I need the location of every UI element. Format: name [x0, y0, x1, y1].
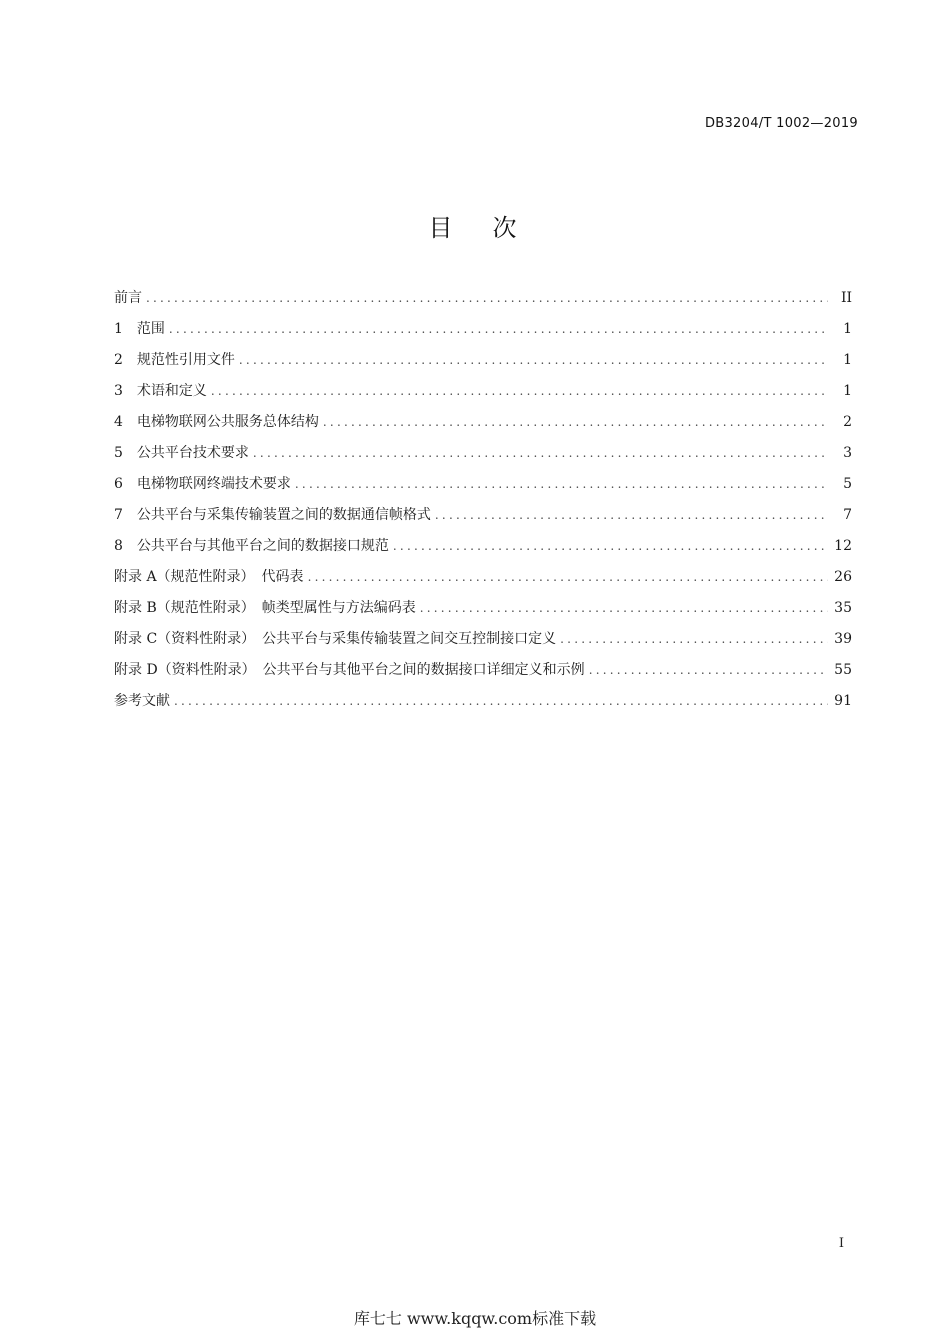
toc-entry-label: 公共平台技术要求 — [136, 445, 249, 461]
toc-entry-6[interactable] — [114, 472, 852, 503]
toc-entry-label: 附录 B（规范性附录） 帧类型属性与方法编码表 — [114, 600, 416, 616]
toc-entry-label: 范围 — [136, 321, 165, 337]
toc-entry-page: II — [840, 290, 852, 306]
toc-entry-number: 2 — [114, 352, 123, 368]
toc-entry-label: 公共平台与采集传输装置之间的数据通信帧格式 — [136, 507, 431, 523]
toc-entry-foreword[interactable] — [114, 286, 852, 317]
toc-leader-dots — [211, 379, 828, 403]
table-of-contents — [114, 286, 852, 720]
toc-entry-appendix-b[interactable] — [114, 596, 852, 627]
toc-entry-page: 5 — [843, 476, 852, 492]
toc-entry-number: 7 — [114, 507, 123, 523]
toc-entry-label: 参考文献 — [114, 693, 170, 709]
toc-entry-page: 35 — [834, 600, 852, 616]
toc-entry-page: 39 — [834, 631, 852, 647]
toc-leader-dots — [146, 286, 828, 310]
toc-entry-label: 术语和定义 — [136, 383, 207, 399]
toc-entry-appendix-a[interactable] — [114, 565, 852, 596]
toc-leader-dots — [589, 658, 828, 682]
toc-entry-page: 7 — [843, 507, 852, 523]
toc-entry-8[interactable] — [114, 534, 852, 565]
toc-entry-number: 5 — [114, 445, 123, 461]
toc-entry-1[interactable] — [114, 317, 852, 348]
toc-entry-label: 规范性引用文件 — [136, 352, 235, 368]
toc-entry-references[interactable] — [114, 689, 852, 720]
toc-entry-page: 55 — [834, 662, 852, 678]
toc-entry-label: 附录 C（资料性附录） 公共平台与采集传输装置之间交互控制接口定义 — [114, 631, 557, 647]
toc-entry-number: 3 — [114, 383, 123, 399]
toc-entry-page: 1 — [843, 352, 852, 368]
toc-entry-label: 公共平台与其他平台之间的数据接口规范 — [136, 538, 389, 554]
toc-entry-page: 1 — [843, 321, 852, 337]
toc-entry-label: 电梯物联网公共服务总体结构 — [136, 414, 319, 430]
toc-leader-dots — [323, 410, 828, 434]
toc-leader-dots — [295, 472, 828, 496]
toc-entry-appendix-d[interactable] — [114, 658, 852, 689]
toc-leader-dots — [253, 441, 828, 465]
toc-entry-label: 附录 A（规范性附录） 代码表 — [114, 569, 304, 585]
toc-entry-page: 2 — [843, 414, 852, 430]
toc-leader-dots — [174, 689, 828, 713]
toc-leader-dots — [239, 348, 828, 372]
toc-entry-page: 12 — [834, 538, 852, 554]
toc-entry-7[interactable] — [114, 503, 852, 534]
toc-entry-2[interactable] — [114, 348, 852, 379]
toc-entry-5[interactable] — [114, 441, 852, 472]
page-number: I — [838, 1236, 844, 1251]
toc-leader-dots — [169, 317, 828, 341]
toc-entry-number: 6 — [114, 476, 123, 492]
toc-leader-dots — [308, 565, 828, 589]
toc-entry-number: 4 — [114, 414, 123, 430]
toc-entry-label: 附录 D（资料性附录） 公共平台与其他平台之间的数据接口详细定义和示例 — [114, 662, 585, 678]
toc-entry-4[interactable] — [114, 410, 852, 441]
page-title: 目次 — [428, 214, 557, 242]
footer-watermark: 库七七 www.kqqw.com标准下载 — [353, 1309, 597, 1328]
toc-leader-dots — [435, 503, 828, 527]
toc-entry-page: 1 — [843, 383, 852, 399]
toc-entry-page: 3 — [843, 445, 852, 461]
toc-entry-label: 前言 — [114, 290, 142, 306]
toc-leader-dots — [560, 627, 828, 651]
toc-entry-3[interactable] — [114, 379, 852, 410]
toc-entry-page: 26 — [834, 569, 852, 585]
toc-entry-number: 8 — [114, 538, 123, 554]
toc-entry-label: 电梯物联网终端技术要求 — [136, 476, 291, 492]
toc-leader-dots — [393, 534, 828, 558]
toc-entry-page: 91 — [834, 693, 852, 709]
toc-entry-appendix-c[interactable] — [114, 627, 852, 658]
toc-leader-dots — [420, 596, 828, 620]
toc-entry-number: 1 — [114, 321, 123, 337]
document-code: DB3204/T 1002—2019 — [704, 116, 858, 131]
